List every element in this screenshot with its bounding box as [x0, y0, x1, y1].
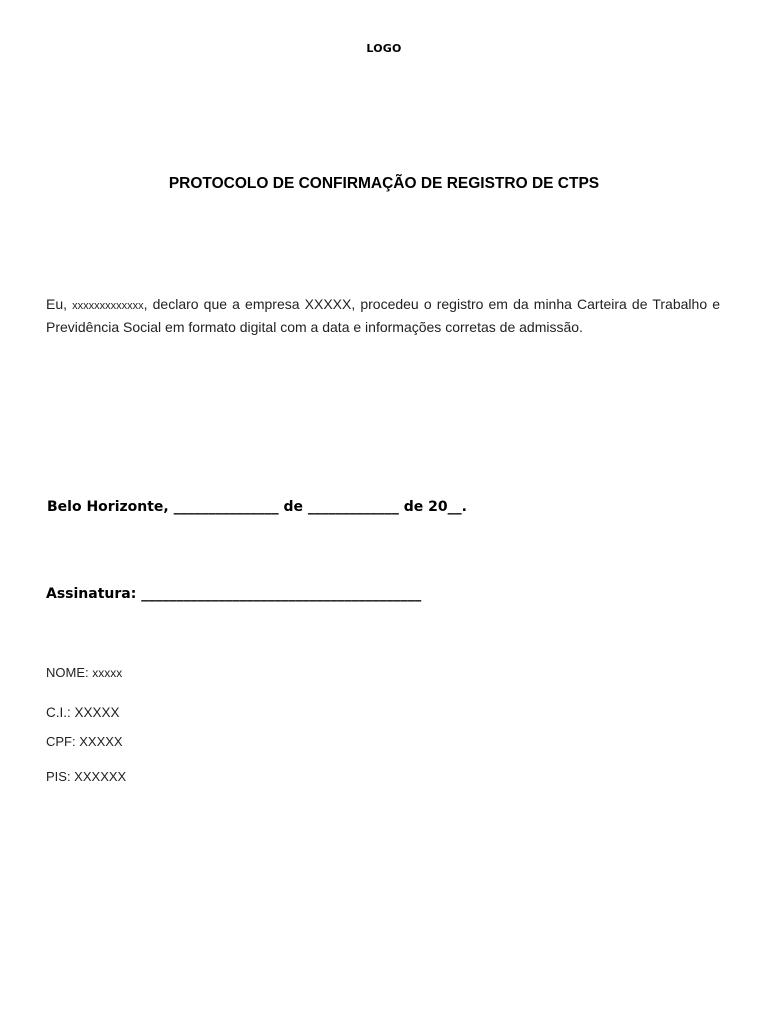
- place-date-line: Belo Horizonte, _______________ de _____________ de 20__.: [47, 499, 467, 515]
- field-nome-value: xxxxx: [92, 666, 123, 680]
- field-cpf: CPF: XXXXX: [46, 734, 123, 749]
- declaration-prefix: Eu,: [46, 296, 73, 312]
- signature-line: Assinatura: ________________________________________: [46, 586, 422, 602]
- field-nome: [46, 665, 122, 680]
- employee-name-placeholder: xxxxxxxxxxxxx: [72, 300, 144, 312]
- declaration-text: , declaro que a empresa XXXXX, procedeu o registro em da minha Carteira de Trabalho e Previdência Social em formato digital com a data e informações corretas de admissão.: [46, 296, 721, 335]
- field-nome-label: NOME:: [46, 665, 93, 680]
- declaration-paragraph: [46, 294, 720, 338]
- field-ci: C.I.: XXXXX: [46, 705, 120, 720]
- field-pis: PIS: XXXXXX: [46, 769, 127, 784]
- logo-placeholder: LOGO: [366, 42, 402, 55]
- document-title: PROTOCOLO DE CONFIRMAÇÃO DE REGISTRO DE CTPS: [168, 175, 600, 192]
